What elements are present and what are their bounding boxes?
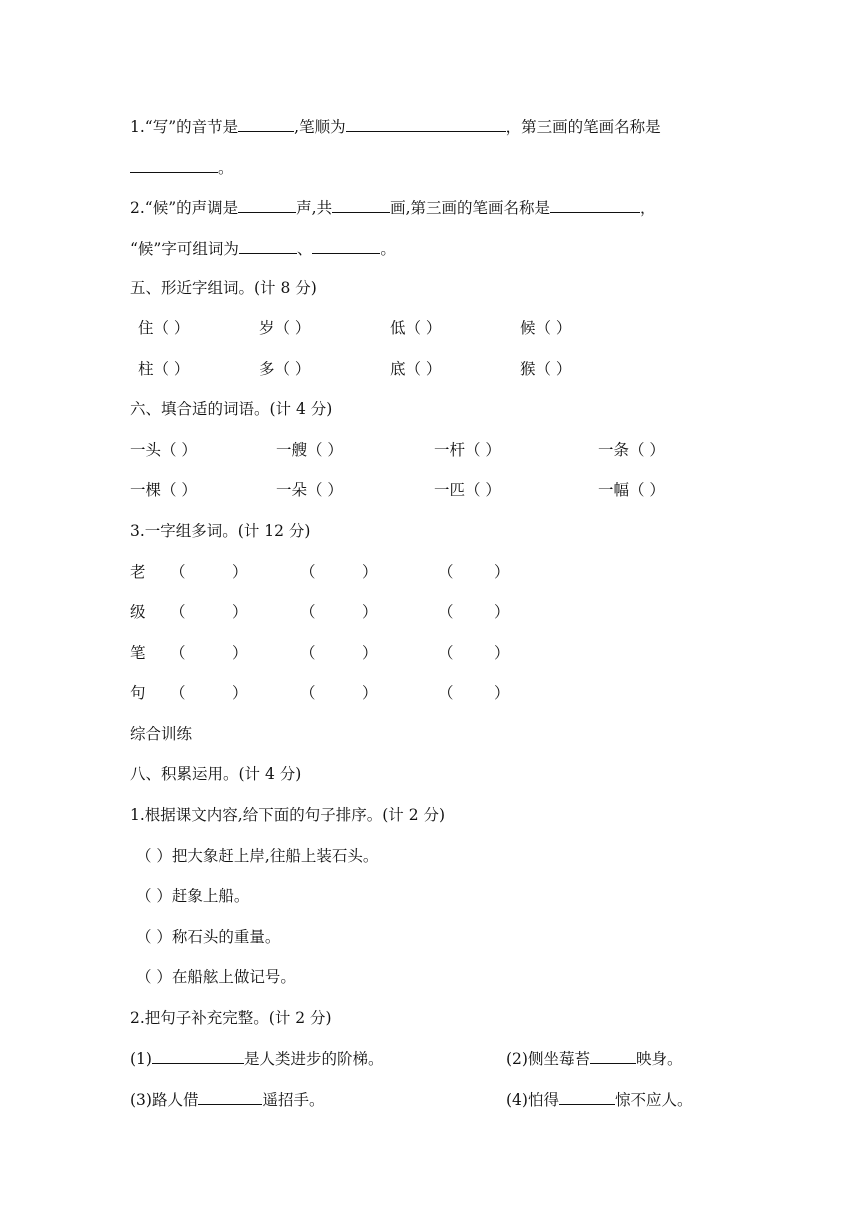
paren-open: （ bbox=[438, 563, 454, 581]
paren-close: ） bbox=[232, 603, 248, 621]
q2-end1: ， bbox=[640, 199, 656, 217]
q2-blank-word1[interactable] bbox=[239, 237, 297, 254]
section6-r2-c1: 一棵（ ） bbox=[130, 481, 197, 499]
fill-s3-blank[interactable] bbox=[198, 1088, 262, 1105]
fill-s4-suffix: 惊不应人。 bbox=[614, 1091, 693, 1109]
q1-blank-stroke-name[interactable] bbox=[130, 156, 218, 173]
order-item-1: （ ）把大象赶上岸,往船上装石头。 bbox=[136, 847, 379, 865]
q1-end: 。 bbox=[218, 159, 234, 177]
q2-blank-stroke-name[interactable] bbox=[550, 196, 640, 213]
fill-s2-blank[interactable] bbox=[590, 1047, 636, 1064]
section3-char-2: 级 bbox=[130, 603, 146, 621]
paren-close: ） bbox=[232, 684, 248, 702]
section3-title: 3.一字组多词。(计 12 分) bbox=[130, 522, 311, 540]
section6-r2-c2: 一朵（ ） bbox=[276, 481, 343, 499]
paren-open: （ bbox=[170, 603, 186, 621]
paren-close: ） bbox=[232, 644, 248, 662]
paren-close: ） bbox=[232, 563, 248, 581]
paren-open: （ bbox=[170, 563, 186, 581]
order-item-4: （ ）在船舷上做记号。 bbox=[136, 968, 296, 986]
paren-open: （ bbox=[300, 644, 316, 662]
paren-open: （ bbox=[438, 644, 454, 662]
fill-s2-prefix: (2)侧坐莓苔 bbox=[506, 1050, 590, 1068]
section3-char-1: 老 bbox=[130, 563, 146, 581]
q2-text-b: 声,共 bbox=[296, 199, 333, 217]
q2-blank-stroke-count[interactable] bbox=[332, 196, 390, 213]
fill-s2-suffix: 映身。 bbox=[635, 1050, 683, 1068]
fill-s1-suffix: 是人类进步的阶梯。 bbox=[243, 1050, 384, 1068]
section8-title: 八、积累运用。(计 4 分) bbox=[130, 765, 302, 783]
q2-blank-word2[interactable] bbox=[312, 237, 380, 254]
section8-q1-title: 1.根据课文内容,给下面的句子排序。(计 2 分) bbox=[130, 806, 446, 824]
q1-text-a: 1.“写”的音节是 bbox=[130, 118, 239, 136]
q1-line2 bbox=[130, 156, 234, 179]
fill-s3-prefix: (3)路人借 bbox=[130, 1091, 199, 1109]
paren-close: ） bbox=[362, 563, 378, 581]
fill-s3-suffix: 遥招手。 bbox=[262, 1091, 325, 1109]
q2-text-c: 画,第三画的笔画名称是 bbox=[390, 199, 551, 217]
section8-q2-title: 2.把句子补充完整。(计 2 分) bbox=[130, 1009, 332, 1027]
paren-close: ） bbox=[494, 603, 510, 621]
paren-open: （ bbox=[438, 684, 454, 702]
q2-text-d: “候”字可组词为 bbox=[130, 240, 239, 258]
fill-s4-prefix: (4)怕得 bbox=[506, 1091, 559, 1109]
q2-text-a: 2.“候”的声调是 bbox=[130, 199, 239, 217]
order-item-3: （ ）称石头的重量。 bbox=[136, 928, 281, 946]
fill-s1-prefix: (1) bbox=[130, 1050, 152, 1068]
paren-close: ） bbox=[362, 644, 378, 662]
fill-sentence-3 bbox=[130, 1088, 324, 1111]
paren-open: （ bbox=[170, 684, 186, 702]
q2-end2: 。 bbox=[380, 240, 396, 258]
section6-r2-c4: 一幅（ ） bbox=[598, 481, 665, 499]
order-item-2: （ ）赶象上船。 bbox=[136, 887, 250, 905]
q1-line1 bbox=[130, 115, 661, 138]
fill-sentence-2 bbox=[506, 1047, 682, 1070]
section3-char-3: 笔 bbox=[130, 644, 146, 662]
q1-text-c: ，第三画的笔画名称是 bbox=[505, 118, 661, 136]
section6-r2-c3: 一匹（ ） bbox=[434, 481, 501, 499]
section6-r1-c1: 一头（ ） bbox=[130, 441, 197, 459]
section5-title: 五、形近字组词。(计 8 分) bbox=[130, 279, 317, 297]
section5-r1-c1: 住（ ） bbox=[138, 319, 190, 337]
paren-open: （ bbox=[300, 603, 316, 621]
q2-sep: 、 bbox=[296, 240, 313, 258]
section5-r2-c4: 猴（ ） bbox=[520, 360, 572, 378]
section6-title: 六、填合适的词语。(计 4 分) bbox=[130, 400, 333, 418]
paren-open: （ bbox=[300, 684, 316, 702]
fill-sentence-4 bbox=[506, 1088, 692, 1111]
section5-r1-c4: 候（ ） bbox=[520, 319, 572, 337]
section3-char-4: 句 bbox=[130, 684, 146, 702]
section5-r2-c1: 柱（ ） bbox=[138, 360, 190, 378]
fill-s4-blank[interactable] bbox=[559, 1088, 615, 1105]
q2-line2 bbox=[130, 237, 396, 260]
q1-blank-pinyin[interactable] bbox=[238, 115, 294, 132]
paren-close: ） bbox=[494, 644, 510, 662]
fill-sentence-1 bbox=[130, 1047, 383, 1070]
q2-blank-tone[interactable] bbox=[238, 196, 296, 213]
section5-r2-c2: 多（ ） bbox=[259, 360, 311, 378]
section6-r1-c4: 一条（ ） bbox=[598, 441, 665, 459]
q1-blank-stroke-order[interactable] bbox=[346, 115, 506, 132]
paren-close: ） bbox=[362, 684, 378, 702]
paren-close: ） bbox=[494, 563, 510, 581]
q1-text-b: ,笔顺为 bbox=[294, 118, 346, 136]
q2-line1 bbox=[130, 196, 656, 219]
paren-open: （ bbox=[300, 563, 316, 581]
section5-r1-c3: 低（ ） bbox=[390, 319, 442, 337]
fill-s1-blank[interactable] bbox=[152, 1047, 244, 1064]
section5-r2-c3: 底（ ） bbox=[390, 360, 442, 378]
section6-r1-c2: 一艘（ ） bbox=[276, 441, 343, 459]
paren-open: （ bbox=[438, 603, 454, 621]
paren-close: ） bbox=[362, 603, 378, 621]
section6-r1-c3: 一杆（ ） bbox=[434, 441, 501, 459]
comprehensive-title: 综合训练 bbox=[130, 725, 193, 743]
section5-r1-c2: 岁（ ） bbox=[259, 319, 311, 337]
paren-close: ） bbox=[494, 684, 510, 702]
paren-open: （ bbox=[170, 644, 186, 662]
